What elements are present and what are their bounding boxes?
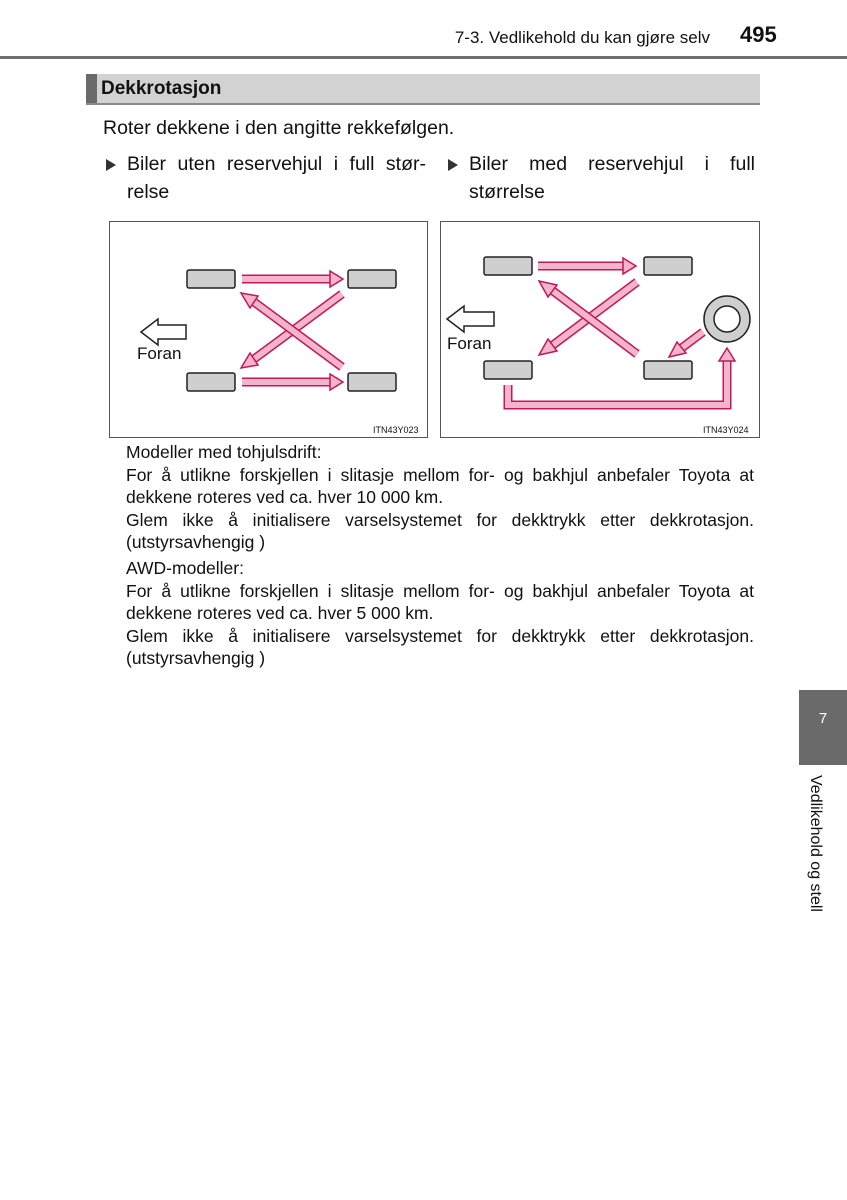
bullet-triangle-icon [106, 159, 116, 171]
tire-front-left [187, 270, 235, 288]
figure-code: ITN43Y023 [373, 425, 419, 435]
section-title: Dekkrotasjon [101, 78, 222, 99]
awd-heading: AWD-modeller: [126, 558, 244, 578]
figure-rotation-no-spare [109, 221, 428, 438]
bullet-no-spare [106, 150, 426, 206]
rotation-arrow-spare [669, 332, 703, 357]
tire-rear-right [644, 361, 692, 379]
rotation-arrow-top [242, 271, 343, 287]
rotation-arrow-return [508, 348, 735, 405]
two-wd-line-3: Glem ikke å initialisere varselsystemet for dekktrykk etter dekkrotasjon. [126, 509, 754, 530]
rotation-diagram-1 [110, 222, 429, 439]
intro-text: Roter dekkene i den angitte rekkefølgen. [103, 117, 455, 139]
page-number: 495 [740, 22, 777, 47]
two-wd-line-2: dekkene roteres ved ca. hver 10 000 km. [126, 487, 444, 507]
bullet-text-line1: Biler uten reservehjul i full stør- [127, 153, 426, 175]
two-wd-line-4: (utstyrsavhengig ) [126, 532, 266, 552]
chapter-title: 7-3. Vedlikehold du kan gjøre selv [454, 28, 710, 47]
bullet-full-spare [448, 150, 758, 206]
awd-paragraph [126, 557, 754, 670]
chapter-number: 7 [818, 710, 828, 727]
rotation-arrow-top [538, 258, 636, 274]
tire-front-right [187, 373, 235, 391]
section-accent [86, 74, 97, 103]
two-wd-line-1: For å utlikne forskjellen i slitasje mellom for- og bakhjul anbefaler Toyota at [126, 464, 754, 485]
chapter-side-label: Vedlikehold og stell [807, 775, 824, 912]
front-direction-arrow [141, 319, 186, 345]
awd-line-1: For å utlikne forskjellen i slitasje mellom for- og bakhjul anbefaler Toyota at [126, 580, 754, 601]
rotation-arrow-bottom [242, 374, 343, 390]
two-wd-paragraph [126, 441, 754, 554]
awd-line-4: (utstyrsavhengig ) [126, 648, 266, 668]
front-label: Foran [447, 334, 492, 353]
spare-tire-icon [704, 296, 750, 342]
front-label: Foran [137, 344, 182, 363]
tire-front-right [484, 361, 532, 379]
figure-code: ITN43Y024 [703, 425, 749, 435]
bullet-text-line2: størrelse [469, 181, 545, 203]
tire-rear-right [348, 373, 396, 391]
chapter-side-tab [799, 690, 847, 765]
bullet-text-line2: relse [127, 181, 170, 203]
figure-rotation-full-spare [440, 221, 760, 438]
awd-line-3: Glem ikke å initialisere varselsystemet for dekktrykk etter dekkrotasjon. [126, 625, 754, 646]
tire-front-left [484, 257, 532, 275]
tire-rear-left [348, 270, 396, 288]
two-wd-heading: Modeller med tohjulsdrift: [126, 442, 322, 462]
awd-line-2: dekkene roteres ved ca. hver 5 000 km. [126, 603, 434, 623]
front-direction-arrow [447, 306, 494, 332]
tire-rear-left [644, 257, 692, 275]
bullet-triangle-icon [448, 159, 458, 171]
header-rule [0, 56, 847, 59]
rotation-diagram-2 [441, 222, 761, 439]
bullet-text-line1: Biler med reservehjul i full [469, 153, 755, 175]
